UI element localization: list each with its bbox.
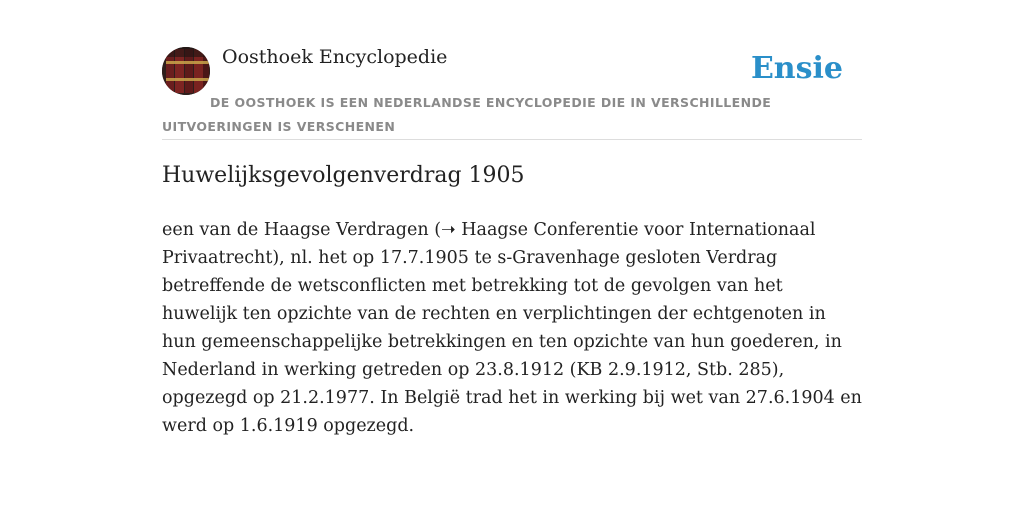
book-spines-avatar-icon[interactable]: [162, 47, 210, 95]
site-tagline: DE OOSTHOEK IS EEN NEDERLANDSE ENCYCLOPEDIE DIE IN VERSCHILLENDE UITVOERINGEN IS VERSCHENEN: [162, 95, 772, 134]
brand-logo-link[interactable]: Ensie: [750, 51, 843, 86]
article-body: een van de Haagse Verdragen (➝ Haagse Conferentie voor Internationaal Privaatrecht), nl. het op 17.7.1905 te s-Gravenhage gesloten Verdrag betreffende de wetsconflicten met betrekking tot de gevolgen van het huwelijk ten opzichte van de rechten en verplichtingen der echtgenoten in hun gemeenschappelijke betrekkingen en ten opzichte van hun goederen, in Nederland in werking getreden op 23.8.1912 (KB 2.9.1912, Stb. 285), opgezegd op 21.2.1977. In België trad het in werking bij wet van 27.6.1904 en werd op 1.6.1919 opgezegd.: [162, 220, 862, 436]
article-title: Huwelijksgevolgenverdrag 1905: [162, 163, 525, 188]
site-name[interactable]: Oosthoek Encyclopedie: [222, 46, 448, 68]
header-divider: [162, 139, 862, 140]
